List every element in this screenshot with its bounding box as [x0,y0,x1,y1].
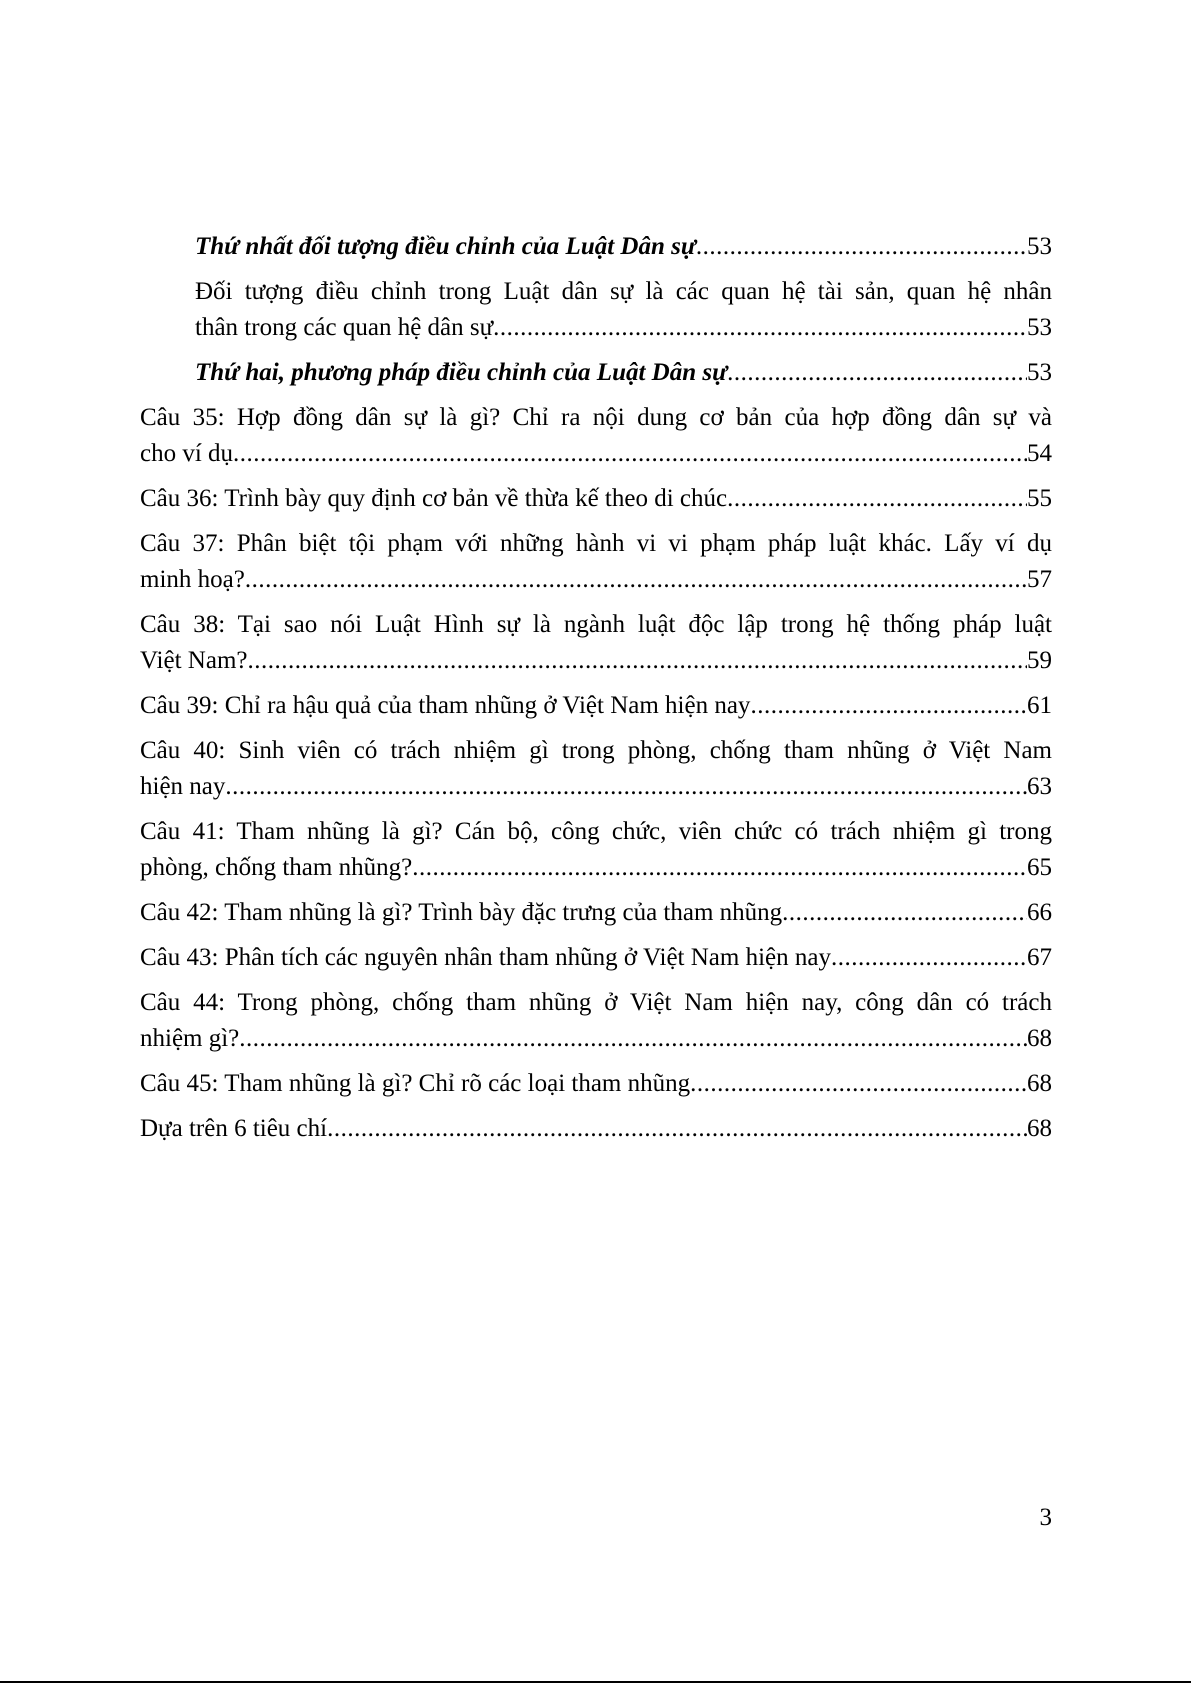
toc-entry-title: Câu 39: Chỉ ra hậu quả của tham nhũng ở Việt Nam hiện nay [140,692,751,719]
toc-entry [140,526,1052,598]
toc-entry [140,985,1052,1057]
dot-leader [750,688,1027,724]
toc-page-number: 53 [1027,359,1052,386]
toc-entry-title: nhiệm gì? [140,1025,240,1052]
toc-entry-line [195,229,1052,265]
toc-page-number: 68 [1027,1025,1052,1052]
toc-entry-line [140,1066,1052,1102]
toc-page-number: 68 [1027,1115,1052,1142]
toc-entry-line [140,895,1052,931]
dot-leader [247,643,1027,679]
toc-entry-title-line1: Câu 35: Hợp đồng dân sự là gì? Chỉ ra nội dung cơ bản của hợp đồng dân sự và [140,404,1052,431]
toc-entry-title-line1: Câu 40: Sinh viên có trách nhiệm gì trong phòng, chống tham nhũng ở Việt Nam [140,737,1052,764]
toc-entry-title: hiện nay [140,773,226,800]
toc-entry [140,229,1052,265]
dot-leader [690,1066,1027,1102]
dot-leader [233,436,1027,472]
table-of-contents [140,229,1052,1156]
toc-entry-title: phòng, chống tham nhũng? [140,854,413,881]
dot-leader [225,769,1027,805]
toc-entry-title-line1: Câu 38: Tại sao nói Luật Hình sự là ngành luật độc lập trong hệ thống pháp luật [140,611,1052,638]
toc-page-number: 54 [1027,440,1052,467]
toc-entry-title: Câu 42: Tham nhũng là gì? Trình bày đặc trưng của tham nhũng [140,899,783,926]
toc-page-number: 66 [1027,899,1052,926]
dot-leader [727,355,1027,391]
toc-entry [140,1066,1052,1102]
toc-page-number: 63 [1027,773,1052,800]
toc-entry-title: Câu 43: Phân tích các nguyên nhân tham nhũng ở Việt Nam hiện nay [140,944,831,971]
dot-leader [493,310,1027,346]
dot-leader [412,850,1027,886]
toc-page-number: 65 [1027,854,1052,881]
toc-entry [140,814,1052,886]
dot-leader [696,229,1027,265]
toc-entry-title: Việt Nam? [140,647,248,674]
toc-entry [140,940,1052,976]
dot-leader [831,940,1027,976]
page-bottom-edge [0,1681,1191,1683]
dot-leader [245,562,1027,598]
toc-entry-title: thân trong các quan hệ dân sự [195,314,494,341]
dot-leader [239,1021,1027,1057]
toc-entry [140,1111,1052,1147]
toc-entry-line [195,310,1052,346]
toc-entry-title-line1: Câu 41: Tham nhũng là gì? Cán bộ, công chức, viên chức có trách nhiệm gì trong [140,818,1052,845]
toc-entry-line [140,1111,1052,1147]
toc-entry-title-line1: Câu 37: Phân biệt tội phạm với những hành vi vi phạm pháp luật khác. Lấy ví dụ [140,530,1052,557]
toc-page-number: 53 [1027,314,1052,341]
toc-page-number: 57 [1027,566,1052,593]
toc-entry-title: cho ví dụ [140,440,234,467]
toc-entry-line [140,643,1052,679]
toc-page-number: 61 [1027,692,1052,719]
dot-leader [327,1111,1027,1147]
toc-page-number: 55 [1027,485,1052,512]
toc-entry-line [140,769,1052,805]
toc-entry [140,895,1052,931]
page-number: 3 [1039,1504,1052,1531]
toc-page-number: 67 [1027,944,1052,971]
toc-entry-title: Thứ hai, phương pháp điều chỉnh của Luật Dân sự [195,359,728,386]
toc-entry [140,733,1052,805]
toc-entry-title: Câu 45: Tham nhũng là gì? Chỉ rõ các loại tham nhũng [140,1070,691,1097]
toc-entry-title: Dựa trên 6 tiêu chí [140,1115,328,1142]
toc-entry [140,400,1052,472]
toc-entry-line [140,562,1052,598]
toc-entry [140,274,1052,346]
toc-entry [140,688,1052,724]
toc-entry [140,607,1052,679]
toc-entry-title-line1: Đối tượng điều chỉnh trong Luật dân sự là các quan hệ tài sản, quan hệ nhân [195,278,1052,305]
toc-entry-line [140,1021,1052,1057]
toc-entry-line [140,481,1052,517]
toc-entry-line [140,940,1052,976]
toc-entry-title: Câu 36: Trình bày quy định cơ bản về thừa kế theo di chúc [140,485,728,512]
toc-entry-line [140,436,1052,472]
toc-page-number: 53 [1027,233,1052,260]
dot-leader [782,895,1027,931]
toc-entry [140,481,1052,517]
toc-entry-line [140,688,1052,724]
toc-entry-line [195,355,1052,391]
toc-page-number: 68 [1027,1070,1052,1097]
toc-page-number: 59 [1027,647,1052,674]
toc-entry-title: Thứ nhất đối tượng điều chỉnh của Luật Dân sự [195,233,696,260]
dot-leader [727,481,1027,517]
toc-entry [140,355,1052,391]
toc-entry-title: minh hoạ? [140,566,245,593]
toc-entry-line [140,850,1052,886]
toc-entry-title-line1: Câu 44: Trong phòng, chống tham nhũng ở Việt Nam hiện nay, công dân có trách [140,989,1052,1016]
